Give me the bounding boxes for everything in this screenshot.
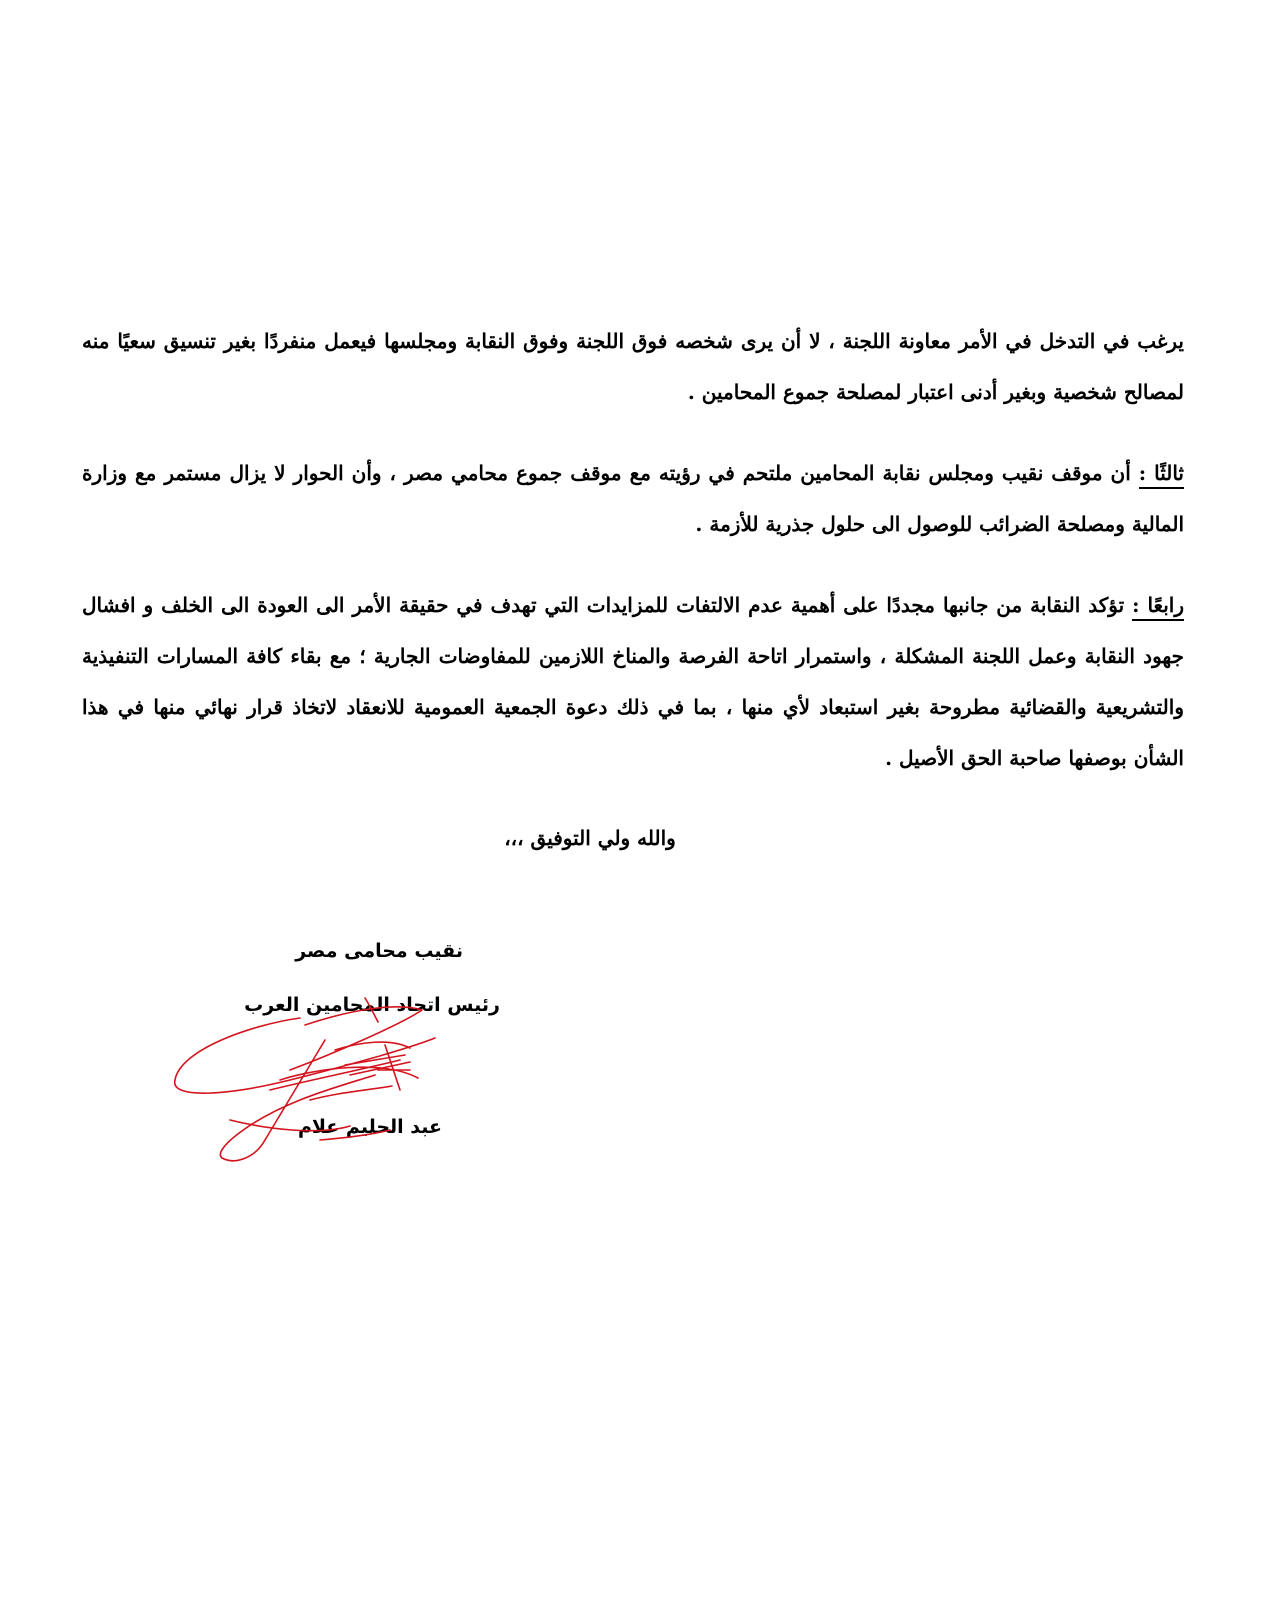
closing-line: والله ولي التوفيق ،،، [504, 826, 676, 850]
paragraph-fourth [82, 580, 1184, 784]
signatory-position: رئيس اتحاد المحامين العرب [244, 994, 500, 1016]
paragraph-continuation [82, 316, 1184, 418]
document-body [82, 316, 1184, 784]
paragraph-third [82, 448, 1184, 550]
paragraph-label-fourth: رابعًا : [1132, 593, 1184, 621]
signatory-name: عبد الحليم علام [297, 1116, 442, 1138]
signatory-title: نقيب محامى مصر [295, 940, 463, 962]
paragraph-text: تؤكد النقابة من جانبها مجددًا على أهمية عدم الالتفات للمزايدات التي تهدف في حقيقة الأمر الى العودة الى الخلف و افشال جهود النقابة وعمل اللجنة المشكلة ، واستمرار اتاحة الفرصة والمناخ اللازمين للمفاوضات الجارية ؛ مع بقاء كافة المسارات التنفيذية والتشريعية والقضائية مطروحة بغير استبعاد لأي منها ، بما في ذلك دعوة الجمعية العمومية للانعقاد لاتخاذ قرار نهائي منها في هذا الشأن بوصفها صاحبة الحق الأصيل . [82, 593, 1185, 770]
signature-block [160, 930, 520, 1180]
paragraph-text: أن موقف نقيب ومجلس نقابة المحامين ملتحم في رؤيته مع موقف جموع محامي مصر ، وأن الحوار لا يزال مستمر مع وزارة المالية ومصلحة الضرائب للوصول الى حلول جذرية للأزمة . [82, 461, 1184, 536]
paragraph-text: يرغب في التدخل في الأمر معاونة اللجنة ، لا أن يرى شخصه فوق اللجنة وفوق النقابة ومجلسها فيعمل منفردًا بغير تنسيق سعيًا منه لمصالح شخصية وبغير أدنى اعتبار لمصلحة جموع المحامين . [82, 329, 1184, 404]
paragraph-label-third: ثالثًا : [1139, 461, 1184, 489]
handwritten-signature [160, 930, 520, 1180]
